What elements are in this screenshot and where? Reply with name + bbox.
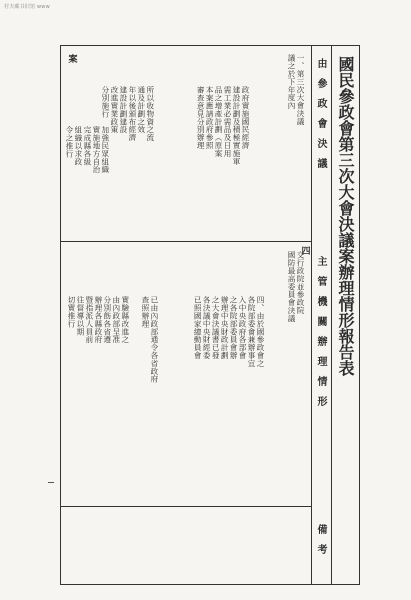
watermark: 村夫藏书旧馆 www bbox=[4, 4, 50, 10]
county-col-3: 分別飭各省遵 bbox=[102, 296, 112, 344]
county-col-7: 切實推行 bbox=[66, 296, 76, 328]
committee-col-3: 入中央政府各部會 bbox=[238, 296, 248, 360]
resolution-col-5: 本案應請政府參照 bbox=[205, 86, 215, 150]
handling-note-col-2: 國防最高委員會決議 bbox=[287, 251, 297, 323]
document-page bbox=[60, 45, 360, 585]
ministry-note-col-2: 查照辦理 bbox=[140, 296, 150, 328]
committee-col-1: 四、由於國參政會之 bbox=[256, 296, 265, 368]
item-1-col-1: 一、第三次大會決議 bbox=[296, 54, 305, 126]
resolution-col-4: 品之增產計劃（原案 bbox=[214, 86, 224, 158]
document-title: 國民參政會第三次大會決議案辦理情形報告表 bbox=[336, 56, 355, 376]
title-divider bbox=[331, 46, 332, 584]
county-text-block bbox=[67, 296, 129, 343]
county-col-2: 由內政部呈准 bbox=[111, 296, 121, 344]
item-1-text bbox=[287, 54, 304, 125]
committee-col-2: 各院部委會兼辦事宜 bbox=[247, 296, 257, 368]
committee-col-7: 各決議中央財經委 bbox=[202, 296, 212, 360]
resolution-col-1: 政府實施國民經濟 bbox=[241, 86, 250, 150]
row-divider-1 bbox=[61, 241, 311, 242]
organization-col-3: 完成縣各級 bbox=[82, 126, 92, 166]
resolution-text-block bbox=[196, 86, 249, 165]
resolution-col-6: 審查意見分別辦理 bbox=[196, 86, 206, 150]
case-mark: 案 bbox=[66, 54, 77, 63]
ministry-note-col-1: 已由內政部通令各省政府 bbox=[149, 296, 159, 383]
header-label-resolution: 由參政會決議 bbox=[315, 58, 326, 178]
plan-col-4: 建設計劃建設 bbox=[118, 86, 128, 134]
committee-col-4: 之各院部委員會辦 bbox=[229, 296, 239, 360]
plan-col-3: 年以後頒布經濟 bbox=[127, 86, 137, 142]
row-divider-2 bbox=[61, 506, 311, 507]
handling-note-block bbox=[287, 251, 304, 322]
organization-col-5: 令之推行 bbox=[64, 126, 74, 158]
resolution-col-2: 建設計劃及積極實施軍 bbox=[232, 86, 242, 165]
committee-col-5: 辦理中央財政計劃 bbox=[220, 296, 230, 360]
organization-col-4: 組織以求政 bbox=[73, 126, 83, 166]
county-col-5: 暨指派人員前 bbox=[84, 296, 94, 344]
header-label-handling: 主管機關辦理情形 bbox=[315, 256, 326, 416]
committee-col-8: 已照國家總動員會 bbox=[193, 296, 203, 360]
case-number: 四 bbox=[299, 246, 310, 255]
plan-col-1: 所以收物資之流 bbox=[145, 86, 155, 142]
resolution-col-3: 需工業必需品及日用 bbox=[223, 86, 233, 158]
county-col-4: 辦理各縣政府 bbox=[93, 296, 103, 344]
county-col-6: 往督導以期 bbox=[75, 296, 85, 336]
item-1-col-2: 議之於下年度內 bbox=[287, 54, 297, 110]
committee-col-6: 之大會決議書已發 bbox=[211, 296, 221, 360]
organization-text-block bbox=[65, 126, 109, 173]
header-divider bbox=[311, 46, 312, 584]
organization-col-2: 實施地方自治 bbox=[91, 126, 101, 174]
organization-col-1: 加強民眾組織 bbox=[100, 126, 110, 174]
committee-text-block bbox=[193, 296, 264, 367]
county-col-1: 實驗縣改進之 bbox=[120, 296, 130, 344]
plan-col-2: 通及計劃之效 bbox=[136, 86, 146, 134]
header-label-remarks: 備考 bbox=[315, 524, 326, 564]
plan-col-6: 分別施行 bbox=[100, 86, 110, 118]
ministry-note-block bbox=[141, 296, 158, 383]
plan-col-5: 改進實業政策 bbox=[109, 86, 119, 134]
margin-dash bbox=[48, 482, 54, 483]
handling-note-col-1: 交行政院並參政院 bbox=[296, 251, 305, 315]
